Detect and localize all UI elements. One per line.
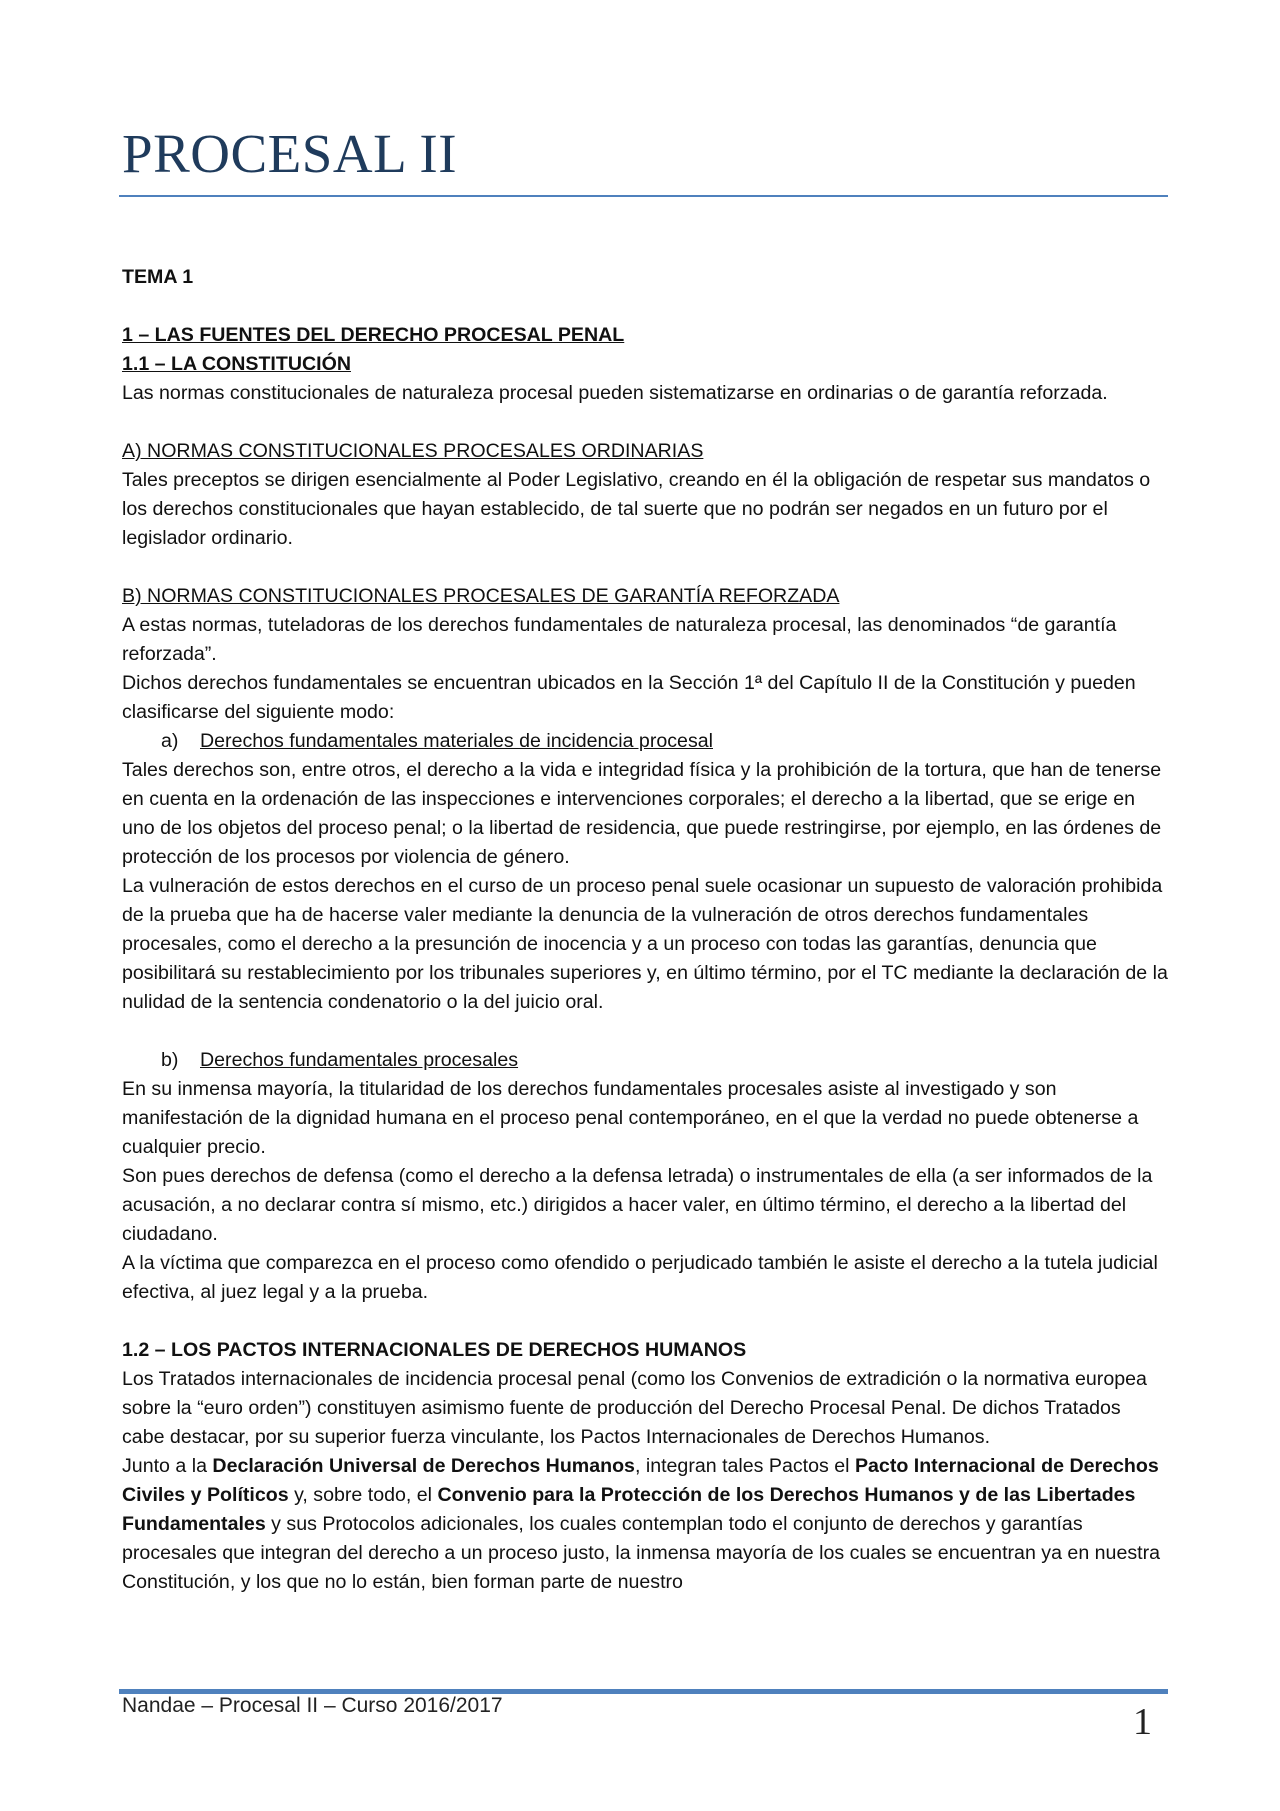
spacer [122, 1017, 1168, 1046]
paragraph: Dichos derechos fundamentales se encuentran ubicados en la Sección 1ª del Capítulo II de la Constitución y pueden clasificarse del siguiente modo: [122, 672, 1136, 723]
bold-run: Convenio para la Protección de los Derechos Humanos y de las Libertades Fundamentales [122, 1484, 1136, 1535]
title-rule [119, 195, 1168, 197]
list-item-a [122, 727, 1168, 756]
text-run: y sus Protocolos adicionales, los cuales contemplan todo el conjunto de derechos y garantías procesales que integran del derecho a un proceso justo, la inmensa mayoría de los cuales se encuentran ya en nuestra Constitución, y los que no lo están, bien forman parte de nuestro [122, 1513, 1161, 1593]
list-marker: b) [161, 1049, 179, 1071]
bold-run: Pacto Internacional de Derechos Civiles y Políticos [122, 1455, 1159, 1506]
paragraph: A estas normas, tuteladoras de los derechos fundamentales de naturaleza procesal, las denominados “de garantía reforzada”. [122, 614, 1117, 665]
paragraph: La vulneración de estos derechos en el curso de un proceso penal suele ocasionar un supuesto de valoración prohibida de la prueba que ha de hacerse valer mediante la denuncia de la vulneración de otros derechos fundamentales procesales, como el derecho a la presunción de inocencia y a un proceso con todas las garantías, denuncia que posibilitará su restablecimiento por los tribunales superiores y, en último término, por el TC mediante la declaración de la nulidad de la sentencia condenatorio o la del juicio oral. [122, 875, 1168, 1013]
tema-label: TEMA 1 [122, 266, 194, 288]
section-heading: 1 – LAS FUENTES DEL DERECHO PROCESAL PENAL [122, 324, 625, 346]
paragraph: Tales preceptos se dirigen esencialmente al Poder Legislativo, creando en él la obligación de respetar sus mandatos o los derechos constitucionales que hayan establecido, de tal suerte que no podrán ser negados en un futuro por el legislador ordinario. [122, 469, 1151, 549]
page-number: 1 [1133, 1701, 1152, 1743]
paragraph: Tales derechos son, entre otros, el derecho a la vida e integridad física y la prohibición de la tortura, que han de tenerse en cuenta en la ordenación de las inspecciones e intervenciones corporales; el derecho a la libertad, que se erige en uno de los objetos del proceso penal; o la libertad de residencia, que puede restringirse, por ejemplo, en las órdenes de protección de los procesos por violencia de género. [122, 759, 1162, 868]
paragraph: Los Tratados internacionales de incidencia procesal penal (como los Convenios de extradición o la normativa europea sobre la “euro orden”) constituyen asimismo fuente de producción del Derecho Procesal Penal. De dichos Tratados cabe destacar, por su superior fuerza vinculante, los Pactos Internacionales de Derechos Humanos. [122, 1368, 1147, 1448]
text-run: , integran tales Pactos el [634, 1455, 855, 1477]
page-content [122, 263, 1168, 1597]
list-item-label: Derechos fundamentales materiales de incidencia procesal [200, 730, 713, 752]
spacer [122, 553, 1168, 582]
list-item-label: Derechos fundamentales procesales [200, 1049, 519, 1071]
subsection-heading: 1.1 – LA CONSTITUCIÓN [122, 353, 351, 375]
paragraph: En su inmensa mayoría, la titularidad de los derechos fundamentales procesales asiste al investigado y son manifestación de la dignidad humana en el proceso penal contemporáneo, en el que la verdad no puede obtenerse a cualquier precio. [122, 1078, 1139, 1158]
section-heading-1-2: 1.2 – LOS PACTOS INTERNACIONALES DE DERECHOS HUMANOS [122, 1339, 747, 1361]
footer-text: Nandae – Procesal II – Curso 2016/2017 [122, 1694, 503, 1717]
subheading-a: A) NORMAS CONSTITUCIONALES PROCESALES ORDINARIAS [122, 440, 704, 462]
text-run: y, sobre todo, el [288, 1484, 438, 1506]
spacer [122, 292, 1168, 321]
paragraph: Son pues derechos de defensa (como el derecho a la defensa letrada) o instrumentales de ella (a ser informados de la acusación, a no declarar contra sí mismo, etc.) dirigidos a hacer valer, en último término, el derecho a la libertad del ciudadano. [122, 1165, 1153, 1245]
list-marker: a) [161, 730, 179, 752]
document-title: PROCESAL II [122, 123, 458, 184]
spacer [122, 1307, 1168, 1336]
text-run: Junto a la [122, 1455, 213, 1477]
paragraph: Las normas constitucionales de naturaleza procesal pueden sistematizarse en ordinarias o de garantía reforzada. [122, 382, 1108, 404]
paragraph-rich [122, 1452, 1168, 1597]
list-item-b [122, 1046, 1168, 1075]
bold-run: Declaración Universal de Derechos Humanos [212, 1455, 635, 1477]
subheading-b: B) NORMAS CONSTITUCIONALES PROCESALES DE GARANTÍA REFORZADA [122, 585, 840, 607]
spacer [122, 408, 1168, 437]
paragraph: A la víctima que comparezca en el proceso como ofendido o perjudicado también le asiste el derecho a la tutela judicial efectiva, al juez legal y a la prueba. [122, 1252, 1158, 1303]
